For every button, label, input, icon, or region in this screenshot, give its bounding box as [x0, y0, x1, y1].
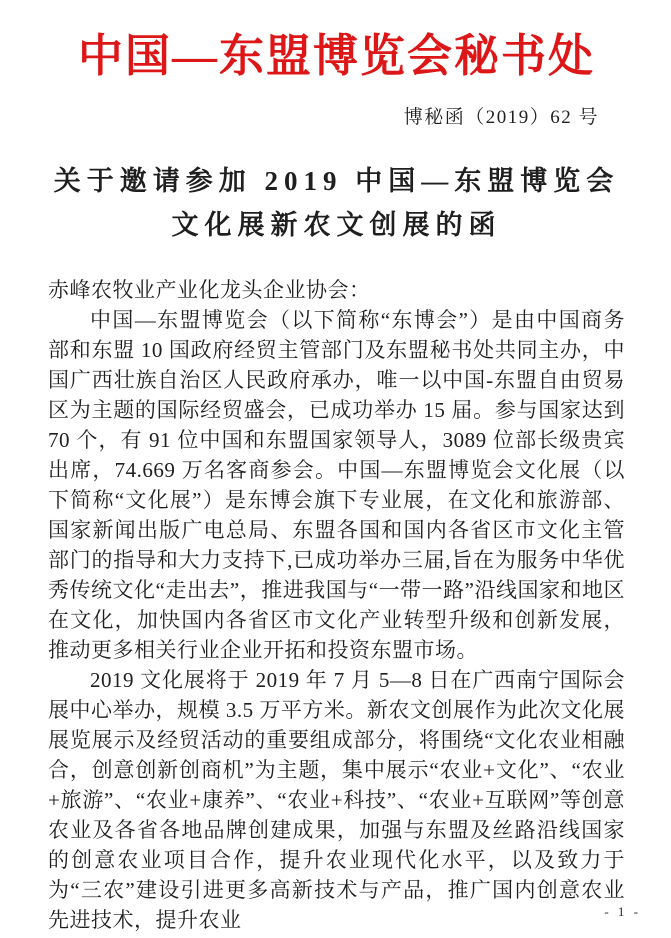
page-number: - 1 - [604, 904, 641, 919]
letterhead-title: 中国—东盟博览会秘书处 [77, 31, 595, 81]
body-paragraph-1: 中国—东盟博览会（以下简称“东博会”）是由中国商务部和东盟 10 国政府经贸主管部门及东盟秘书处共同主办，中国广西壮族自治区人民政府承办，唯一以中国-东盟自由贸易区为主题的国际经贸盛会，已成功举办 15 届。参与国家达到 70 个，有 91 位中国和东盟国家领导人，3089 位部长级贵宾出席，74.669 万名客商参会。中国—东盟博览会文化展（以下简称“文化展”）是东博会旗下专业展，在文化和旅游部、国家新闻出版广电总局、东盟各国和国内各省区市文化主管部门的指导和大力支持下,已成功举办三届,旨在为服务中华优秀传统文化“走出去”，推进我国与“一带一路”沿线国家和地区在文化，加快国内各省区市文化产业转型升级和创新发展，推动更多相关行业企业开拓和投资东盟市场。 [48, 308, 625, 662]
document-title [48, 159, 625, 247]
document-number: 博秘函（2019）62 号 [403, 107, 599, 128]
body-paragraph-2: 2019 文化展将于 2019 年 7 月 5—8 日在广西南宁国际会展中心举办，规模 3.5 万平方米。新农文创展作为此次文化展展览展示及经贸活动的重要组成部分，将围绕“文化农业相融合，创意创新创商机”为主题，集中展示“农业+文化”、“农业+旅游”、“农业+康养”、“农业+科技”、“农业+互联网”等创意农业及各省各地品牌创建成果，加强与东盟及丝路沿线国家的创意农业项目合作，提升农业现代化水平，以及致力于为“三农”建设引进更多高新技术与产品，推广国内创意农业先进技术，提升农业 [48, 668, 625, 932]
addressee-line: 赤峰农牧业产业化龙头企业协会： [48, 278, 371, 302]
document-title-line-2: 文化展新农文创展的函 [171, 210, 502, 240]
document-title-line-1: 关于邀请参加 2019 中国—东盟博览会 [53, 166, 620, 196]
